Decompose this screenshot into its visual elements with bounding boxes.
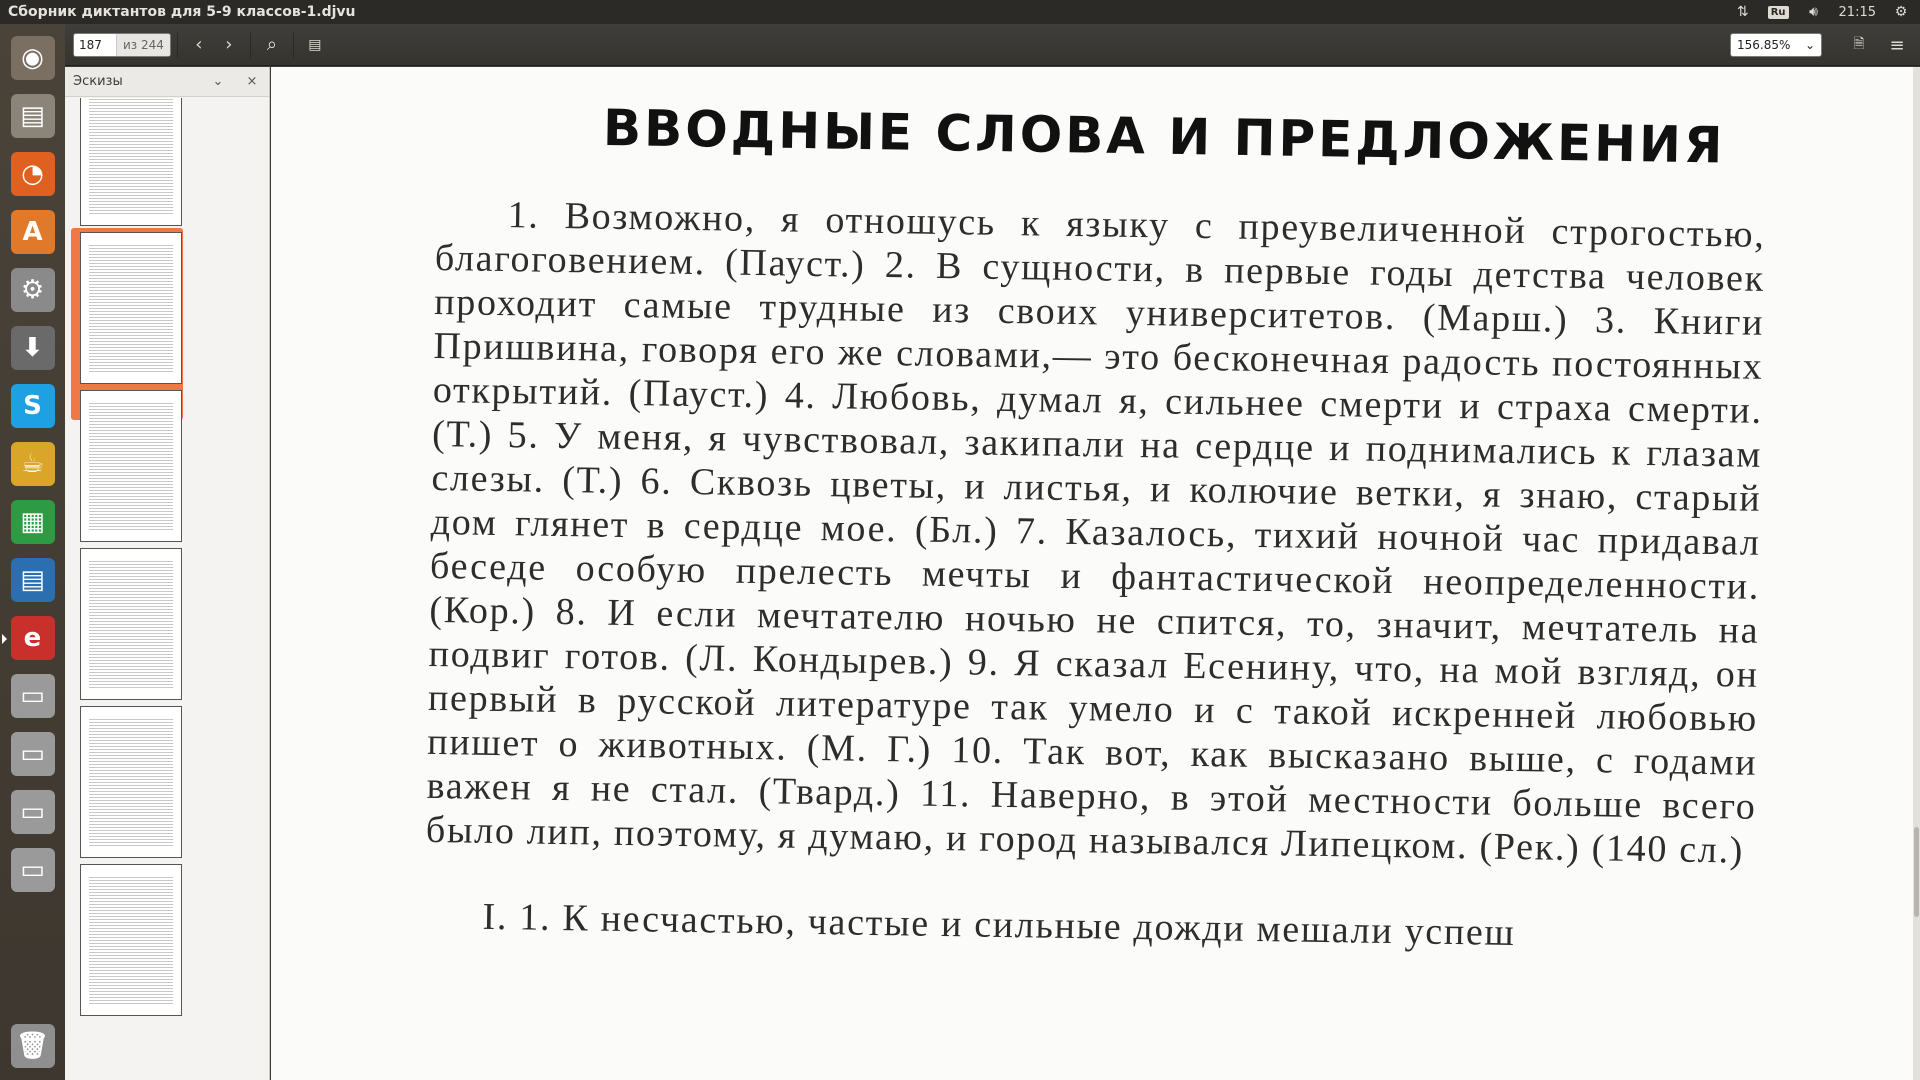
thumbnail-page-preview bbox=[80, 232, 182, 384]
sidebar-close-button[interactable]: × bbox=[246, 74, 258, 89]
chevron-left-icon: ‹ bbox=[195, 34, 203, 55]
sidebar-header bbox=[65, 67, 269, 97]
thumbnail-page-preview bbox=[80, 706, 182, 858]
drive-icon: ▭ bbox=[11, 674, 55, 718]
writer-icon: ▤ bbox=[11, 558, 55, 602]
document-viewer-icon: e bbox=[11, 616, 55, 660]
launcher-item[interactable] bbox=[7, 438, 59, 490]
launcher-item[interactable] bbox=[7, 844, 59, 896]
launcher-item[interactable] bbox=[7, 380, 59, 432]
zoom-value: 156.85% bbox=[1737, 38, 1791, 52]
page-body bbox=[424, 192, 1766, 959]
thumbnail-list bbox=[65, 98, 247, 1080]
thumbnail-page-preview bbox=[80, 390, 182, 542]
active-indicator bbox=[2, 634, 7, 644]
launcher-item[interactable] bbox=[7, 90, 59, 142]
sidebar-scrollbar[interactable] bbox=[247, 98, 269, 1080]
launcher-item[interactable] bbox=[7, 322, 59, 374]
firefox-icon: ◔ bbox=[11, 152, 55, 196]
launcher-item[interactable] bbox=[7, 32, 59, 84]
volume-icon[interactable]: 🔊︎ bbox=[1809, 4, 1818, 20]
toolbar-separator bbox=[250, 32, 251, 58]
launcher-item[interactable] bbox=[7, 264, 59, 316]
system-tray bbox=[1734, 4, 1920, 20]
launcher-item[interactable] bbox=[7, 206, 59, 258]
hamburger-menu-icon: ≡ bbox=[1889, 34, 1905, 56]
dash-icon: ◉ bbox=[11, 36, 55, 80]
settings-gear-icon[interactable]: ⚙ bbox=[1894, 4, 1908, 20]
viewer-toolbar bbox=[65, 24, 1920, 66]
annotations-button[interactable] bbox=[300, 30, 330, 60]
window-title: Сборник диктантов для 5-9 классов-1.djvu bbox=[8, 4, 356, 20]
search-button[interactable] bbox=[257, 30, 287, 60]
thumbnail-item[interactable] bbox=[71, 860, 183, 1052]
thumbnail-page-preview bbox=[80, 864, 182, 1016]
page-number-input[interactable] bbox=[74, 34, 116, 56]
menu-button[interactable] bbox=[1882, 30, 1912, 60]
clock[interactable]: 21:15 bbox=[1838, 4, 1876, 20]
chevron-right-icon: › bbox=[225, 34, 233, 55]
document-icon: ▤ bbox=[308, 36, 322, 53]
network-icon[interactable]: ⇅ bbox=[1736, 4, 1749, 20]
files-icon: ▤ bbox=[11, 94, 55, 138]
search-icon: ⌕ bbox=[266, 34, 277, 55]
system-settings-icon: ⚙ bbox=[11, 268, 55, 312]
launcher-item[interactable] bbox=[7, 728, 59, 780]
software-center-icon: A bbox=[11, 210, 55, 254]
thumbnail-page-preview bbox=[80, 98, 182, 226]
exercise-paragraph: 1. Возможно, я отношусь к языку с преувеличенной строгостью, благоговением. (Пауст.) 2. В сущности, в первые годы детства человек проходит самые трудные из своих университетов. (Марш.) 3. Книги Пришвина, говоря его же словами,— это бесконечная радость постоянных открытий. (Пауст.) 4. Любовь, думал я, сильнее смерти и страха смерти. (Т.) 5. У меня, я чувствовал, закипали на сердце и поднимались к глазам слезы. (Т.) 6. Сквозь цветы, и листья, и колючие ветки, я знаю, старый дом глянет в сердце мое. (Бл.) 7. Казалось, тихий ночной час придавал беседе особую прелесть мечты и фантастической неопределенности. (Кор.) 8. И если мечтателю ночью не спится, то, значит, мечтатель на подвиг готов. (Л. Кондырев.) 9. Я сказал Есенину, что, на мой взгляд, он первый в русской литературе так умело и с такой искренней любовью пишет о животных. (М. Г.) 10. Так вот, как высказано выше, с годами важен я не стал. (Твард.) 11. Наверно, в этой местности больше всего было лип, поэтому, я думаю, и город назывался Липецком. (Рек.) (140 сл.) bbox=[425, 194, 1766, 872]
launcher-item-trash[interactable] bbox=[7, 1020, 59, 1072]
document-page bbox=[271, 67, 1913, 1080]
page-heading: ВВОДНЫЕ СЛОВА И ПРЕДЛОЖЕНИЯ bbox=[602, 98, 1726, 175]
system-top-bar bbox=[0, 0, 1920, 24]
teapot-icon: ☕ bbox=[11, 442, 55, 486]
thumbnails-sidebar bbox=[65, 67, 270, 1080]
next-exercise-line: I. 1. К несчастью, частые и сильные дожди мешали успеш bbox=[482, 895, 1516, 955]
drive-icon: ▭ bbox=[11, 848, 55, 892]
page-total-label: из 244 bbox=[116, 34, 170, 56]
launcher-item[interactable] bbox=[7, 670, 59, 722]
toolbar-separator bbox=[293, 32, 294, 58]
document-scrollbar[interactable] bbox=[1913, 67, 1920, 1080]
launcher-item[interactable] bbox=[7, 148, 59, 200]
scrollbar-thumb[interactable] bbox=[1914, 827, 1919, 917]
launcher-item[interactable] bbox=[7, 554, 59, 606]
sidebar-title: Эскизы bbox=[73, 74, 123, 89]
chevron-down-icon: ⌄ bbox=[1804, 38, 1815, 52]
trash-icon: 🗑︎ bbox=[11, 1024, 55, 1068]
page-icon: 🗎︎ bbox=[1853, 36, 1865, 52]
drive-icon: ▭ bbox=[11, 732, 55, 776]
launcher-item[interactable] bbox=[7, 612, 59, 664]
sidebar-dropdown-button[interactable]: ⌄ bbox=[212, 74, 224, 89]
toolbar-separator bbox=[177, 32, 178, 58]
calc-icon: ▦ bbox=[11, 500, 55, 544]
installer-icon: ⬇ bbox=[11, 326, 55, 370]
zoom-selector[interactable] bbox=[1730, 33, 1822, 57]
previous-page-button[interactable] bbox=[184, 30, 214, 60]
launcher-item[interactable] bbox=[7, 496, 59, 548]
thumbnail-page-preview bbox=[80, 548, 182, 700]
skype-icon: S bbox=[11, 384, 55, 428]
launcher-item[interactable] bbox=[7, 786, 59, 838]
drive-icon: ▭ bbox=[11, 790, 55, 834]
document-view[interactable] bbox=[271, 67, 1920, 1080]
next-page-button[interactable] bbox=[214, 30, 244, 60]
page-view-button[interactable] bbox=[1844, 30, 1874, 60]
launcher bbox=[0, 24, 65, 1080]
keyboard-layout-indicator[interactable]: Ru bbox=[1768, 6, 1789, 19]
page-navigator bbox=[73, 33, 171, 57]
